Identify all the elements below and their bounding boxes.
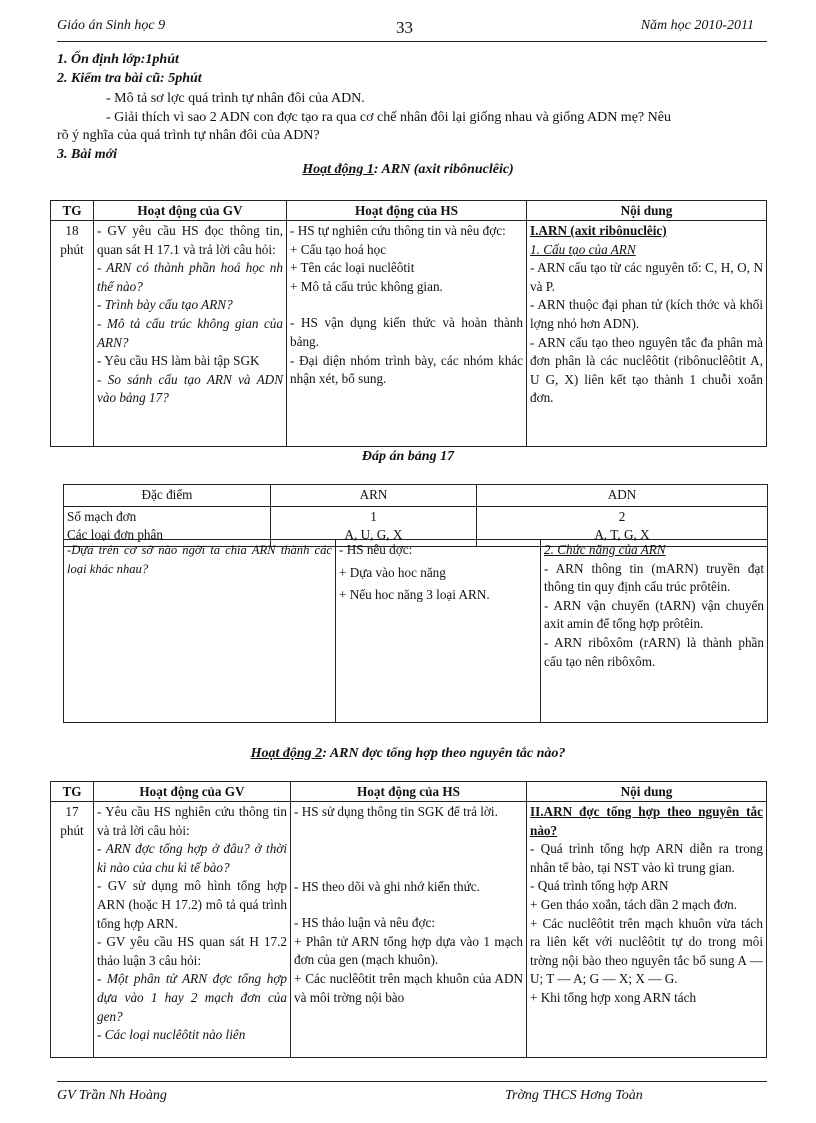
cmp-header-adn: ADN [477,485,768,507]
nd-item: + Các nuclêôtit trên mạch khuôn vừa tách ra liên kết với nuclêôtit tự do trong môi trờng nội bào theo nguyên tắc bổ sung A — U; T — A; G — X; X — G. [530,915,763,987]
nd-cell [527,802,767,1058]
gv-item: - Trình bày cấu tạo ARN? [97,297,233,313]
nd-item: - ARN thuộc đại phan tử (kích thớc và khối lợng nhỏ hơn ADN). [530,297,763,331]
gv-item: - Một phân tử ARN đợc tổng hợp dựa vào 1 hay 2 mạch đơn của gen? [97,971,287,1024]
col-tg: TG [51,201,94,221]
activity-1-rest: : ARN (axit ribônuclêic) [373,162,514,177]
function-nd-subtitle: 2. Chức năng của ARN [544,542,666,557]
tg-number: 18 [65,223,79,238]
intro-line-2: 2. Kiểm tra bài cũ: 5phút [57,71,202,86]
activity-2-rest: : ARN đợc tổng hợp theo nguyên tắc nào? [322,746,566,761]
hs-item: + Các nuclêôtit trên mạch khuôn của ADN và môi trờng nội bào [294,970,523,1005]
nd-item: - ARN cấu tạo từ các nguyên tố: C, H, O, N và P. [530,260,763,294]
col-nd: Nội dung [527,782,767,802]
tg-cell [51,221,94,447]
function-nd-item: - ARN vận chuyển (tARN) vận chuyển axit amin để tổng hợp prôtêin. [544,597,764,632]
nd-section-title: I.ARN (axit ribônuclêic) [530,223,667,238]
nd-item: - Quá trình tổng hợp ARN diễn ra trong nhân tế bào, tại NST vào kì trung gian. [530,841,763,875]
activity-1-label: Hoạt động 1 [302,162,374,177]
nd-item: + Khi tổng hợp xong ARN tách [530,989,697,1005]
col-hs: Hoạt động của HS [291,782,527,802]
gv-item: - So sánh cấu tạo ARN và ADN vào bảng 17? [97,371,283,406]
function-hs-item: + Nếu hoc năng 3 loại ARN. [339,587,490,603]
answer-title: Đáp án bảng 17 [361,449,455,464]
gv-cell [94,221,287,447]
tg-cell [51,802,94,1058]
header-rule [57,41,767,42]
function-hs-item: - HS nêu đợc: [339,542,413,557]
hs-item: + Phân tử ARN tổng hợp dựa vào 1 mạch đơn của gen (mạch khuôn). [294,933,523,968]
footer-school: Trờng THCS Hơng Toàn [505,1088,643,1103]
header-subject: Giáo án Sinh học 9 [57,18,166,33]
intro-line-6: 3. Bài mới [57,147,118,162]
hs-item: - HS sử dụng thông tin SGK để trả lời. [294,804,498,819]
intro-line-4: - Giải thích vì sao 2 ADN con đợc tạo ra qua cơ chế nhân đôi lại giống nhau và giống ADN mẹ? Nêu [106,110,671,125]
footer-rule [57,1081,767,1082]
cmp-arn-value: 1 [370,508,377,524]
gv-item: - Các loại nuclêôtit nào liên [97,1027,246,1043]
hs-item: - HS theo dõi và ghi nhớ kiến thức. [294,878,480,894]
intro-line-5: rõ ý nghĩa của quá trình tự nhân đôi của ADN? [57,128,320,143]
cmp-adn-value: 2 [618,508,626,524]
cmp-header-arn: ARN [271,485,477,507]
tg-unit: phút [60,822,84,838]
hs-item: + Tên các loại nuclêôtit [290,260,415,276]
cmp-header-feature: Đặc điểm [64,485,271,507]
function-gv-cell: -Dựa trên cơ sở nào ngời ta chia ARN thành các loại khác nhau? [64,540,336,723]
tg-unit: phút [60,241,84,257]
cmp-feature: Các loại đơn phân [67,527,163,543]
function-hs-cell [336,540,541,723]
gv-item: - Yêu cầu HS nghiên cứu thông tin và trả lời câu hỏi: [97,804,287,838]
hs-item: - HS thảo luận và nêu đợc: [294,915,436,931]
hs-item: + Cấu tạo hoá học [290,241,387,257]
hs-item: - HS vận dụng kiến thức và hoàn thành bảng. [290,315,523,349]
gv-item: - ARN đợc tổng hợp ở đâu? ở thời kì nào của chu kì tế bào? [97,841,287,875]
col-tg: TG [51,782,94,802]
gv-item: - GV yêu cầu HS đọc thông tin, quan sát H 17.1 và trả lời câu hỏi: [97,223,283,257]
function-nd-cell [541,540,768,723]
gv-item: - GV sử dụng mô hình tổng hợp ARN (hoặc H 17.2) mô tả quá trình tổng hợp ARN. [97,878,287,931]
nd-item: + Gen tháo xoắn, tách dần 2 mạch đơn. [530,896,738,912]
activity-1-title [0,162,816,178]
activity-1-table [50,200,767,447]
hs-item: - Đại diện nhóm trình bày, các nhóm khác nhận xét, bổ sung. [290,352,523,387]
activity-2-label: Hoạt động 2 [250,746,323,761]
hs-item: - HS tự nghiên cứu thông tin và nêu đợc: [290,223,506,238]
hs-cell [287,221,527,447]
function-nd-item: - ARN thông tin (mARN) truyền đạt thông tin quy định cấu trúc prôtêin. [544,560,764,595]
nd-item: - ARN cấu tạo theo nguyên tắc đa phân mà đơn phân là các nuclêôtit (ribônuclêôtit A, U G, X) liên kết tạo thành 1 chuỗi xoắn đơn. [530,334,763,406]
intro-line-1: 1. Ổn định lớp:1phút [57,52,179,67]
activity-2-table [50,781,767,1058]
intro-line-3: - Mô tả sơ lợc quá trình tự nhân đôi của ADN. [106,91,365,106]
nd-cell [527,221,767,447]
hs-item: + Mô tả cấu trúc không gian. [290,278,443,294]
function-table [63,539,768,723]
col-gv: Hoạt động của GV [94,782,291,802]
gv-cell [94,802,291,1058]
cmp-arn-value: A, U, G, X [344,527,403,543]
nd-subtitle: 1. Cấu tạo của ARN [530,241,636,257]
cmp-feature: Số mạch đơn [67,508,137,524]
nd-section-title: II.ARN đợc tổng hợp theo nguyên tắc nào? [530,804,763,838]
gv-item: - GV yêu cầu HS quan sát H 17.2 thảo luận 3 câu hỏi: [97,934,287,968]
col-hs: Hoạt động của HS [287,201,527,221]
page-number: 33 [396,18,413,37]
tg-number: 17 [65,804,79,819]
footer-teacher: GV Trần Nh Hoàng [57,1088,167,1103]
activity-2-title [0,746,816,762]
header-year: Năm học 2010-2011 [640,18,754,33]
nd-item: - Quá trình tổng hợp ARN [530,878,669,894]
col-nd: Nội dung [527,201,767,221]
gv-item: - ARN có thành phần hoá học nh thế nào? [97,260,283,294]
hs-cell [291,802,527,1058]
cmp-adn-value: A, T, G, X [594,527,650,543]
col-gv: Hoạt động của GV [94,201,287,221]
function-hs-item: + Dựa vào hoc năng [339,564,446,580]
gv-item: - Yêu cầu HS làm bài tập SGK [97,353,260,369]
gv-item: - Mô tả cấu trúc không gian của ARN? [97,315,283,350]
comparison-table [63,484,768,547]
function-nd-item: - ARN ribôxôm (rARN) là thành phần cấu tạo nên ribôxôm. [544,634,764,669]
